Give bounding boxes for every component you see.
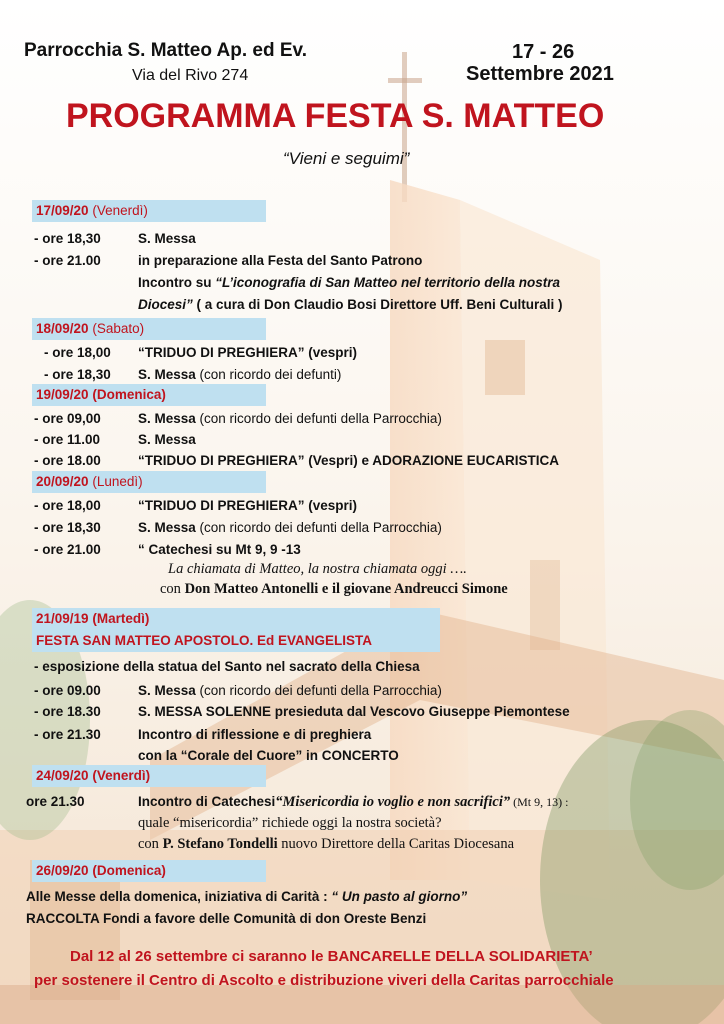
time-label: - ore 21.00 [34, 542, 101, 557]
charity-prefix: Alle Messe della domenica, iniziativa di Carità : [26, 889, 332, 904]
event-line [138, 682, 442, 699]
day-weekday: (Sabato) [92, 321, 145, 336]
catechesi-ref: (Mt 9, 13) : [510, 795, 569, 809]
speaker-role: nuovo Direttore della Caritas Diocesana [277, 836, 515, 852]
day-header [32, 384, 266, 406]
day-date: 20/09/20 [36, 474, 89, 489]
guests-prefix: con [160, 581, 185, 597]
time-label: - ore 18.30 [34, 704, 101, 719]
speaker-prefix: con [138, 836, 163, 852]
event-text: S. Messa [138, 231, 196, 246]
time-label: - ore 18,30 [34, 520, 101, 535]
day-header [32, 200, 266, 222]
event-mass: S. Messa [138, 411, 196, 426]
dates-month: Settembre 2021 [466, 63, 614, 85]
footer-line-1: Dal 12 al 26 settembre ci saranno le BANCARELLE DELLA SOLIDARIETA’ [70, 948, 593, 965]
event-text: “ Catechesi su Mt 9, 9 -13 [138, 542, 301, 557]
time-label: - ore 18,00 [44, 345, 111, 360]
event-text: S. MESSA SOLENNE presieduta dal Vescovo Giuseppe Piemontese [138, 704, 570, 719]
time-label: - ore 18.00 [34, 453, 101, 468]
event-text: S. Messa [138, 432, 196, 447]
speaker-name: P. Stefano Tondelli [162, 836, 278, 852]
event-note: (con ricordo dei defunti) [195, 367, 342, 382]
time-label: - ore 18,30 [44, 367, 111, 382]
day-date: 19/09/20 [36, 387, 89, 402]
day-date: 21/09/19 [36, 611, 89, 626]
time-label: - ore 09.00 [34, 683, 101, 698]
event-line [138, 410, 442, 427]
charity-quote: “ Un pasto al giorno” [331, 889, 468, 904]
incontro-line-2 [138, 296, 563, 313]
incontro-line [138, 274, 560, 291]
footer-line-2: per sostenere il Centro di Ascolto e distribuzione viveri della Caritas parrocchiale [34, 972, 614, 989]
parish-name: Parrocchia S. Matteo Ap. ed Ev. [24, 40, 307, 61]
event-mass: S. Messa [138, 367, 196, 382]
day-weekday: (Domenica) [92, 387, 166, 402]
catechesi-question: quale “misericordia” richiede oggi la nostra società? [138, 815, 442, 831]
time-label: - ore 21.00 [34, 253, 101, 268]
day-weekday: (Martedì) [92, 611, 150, 626]
motto: “Vieni e seguimi” [283, 149, 410, 168]
catechesi-quote: La chiamata di Matteo, la nostra chiamata oggi …. [168, 561, 467, 577]
event-mass: S. Messa [138, 520, 196, 535]
incontro-credit: ( a cura di Don Claudio Bosi Direttore Uff. Beni Culturali ) [192, 297, 563, 312]
time-label: ore 21.30 [26, 794, 85, 809]
feast-title: FESTA SAN MATTEO APOSTOLO. Ed EVANGELISTA [36, 633, 373, 648]
catechesi-quote: “Misericordia io voglio e non sacrifici” [275, 794, 511, 810]
event-note: (con ricordo dei defunti della Parrocchia) [195, 683, 442, 698]
time-label: - ore 18,00 [34, 498, 101, 513]
charity-line [26, 888, 467, 905]
exposition-text: - esposizione della statua del Santo nel sacrato della Chiesa [34, 659, 420, 674]
day-header [32, 318, 266, 340]
time-label: - ore 11.00 [34, 432, 101, 447]
day-weekday: (Domenica) [92, 863, 166, 878]
incontro-title: “L’iconografia di San Matteo nel territorio della nostra [215, 275, 561, 290]
event-text: “TRIDUO DI PREGHIERA” (vespri) [138, 498, 358, 513]
day-date: 24/09/20 [36, 768, 89, 783]
incontro-prefix: Incontro su [138, 275, 216, 290]
catechesi-line [138, 793, 568, 811]
day-weekday: (Lunedì) [92, 474, 143, 489]
day-date: 26/09/20 [36, 863, 89, 878]
incontro-title-end: Diocesi” [138, 297, 193, 312]
time-label: - ore 09,00 [34, 411, 101, 426]
day-weekday: (Venerdì) [92, 768, 151, 783]
day-header [32, 471, 266, 493]
day-header [32, 608, 440, 652]
event-text: in preparazione alla Festa del Santo Patrono [138, 253, 423, 268]
event-text: “TRIDUO DI PREGHIERA” (Vespri) e ADORAZIONE EUCARISTICA [138, 453, 560, 468]
speaker-line [138, 836, 514, 853]
fundraising-line: RACCOLTA Fondi a favore delle Comunità di don Oreste Benzi [26, 911, 427, 926]
guests-names: Don Matteo Antonelli e il giovane Andreucci Simone [184, 581, 508, 597]
event-note: (con ricordo dei defunti della Parrocchia) [195, 520, 442, 535]
dates-range: 17 - 26 [512, 41, 575, 63]
concert-text: con la “Corale del Cuore” in CONCERTO [138, 748, 399, 763]
day-date: 17/09/20 [36, 203, 89, 218]
event-note: (con ricordo dei defunti della Parrocchia) [195, 411, 442, 426]
event-text: “TRIDUO DI PREGHIERA” (vespri) [138, 345, 358, 360]
page-title: PROGRAMMA FESTA S. MATTEO [66, 97, 605, 135]
guests-line [160, 581, 508, 598]
event-line [138, 366, 341, 383]
event-text: Incontro di riflessione e di preghiera [138, 727, 372, 742]
parish-address: Via del Rivo 274 [132, 67, 249, 84]
time-label: - ore 18,30 [34, 231, 101, 246]
day-weekday: (Venerdì) [92, 203, 148, 218]
event-mass: S. Messa [138, 683, 196, 698]
day-date: 18/09/20 [36, 321, 89, 336]
catechesi-prefix: Incontro di Catechesi [138, 794, 276, 809]
day-header [32, 765, 266, 787]
day-header [32, 860, 266, 882]
time-label: - ore 21.30 [34, 727, 101, 742]
event-line [138, 519, 442, 536]
